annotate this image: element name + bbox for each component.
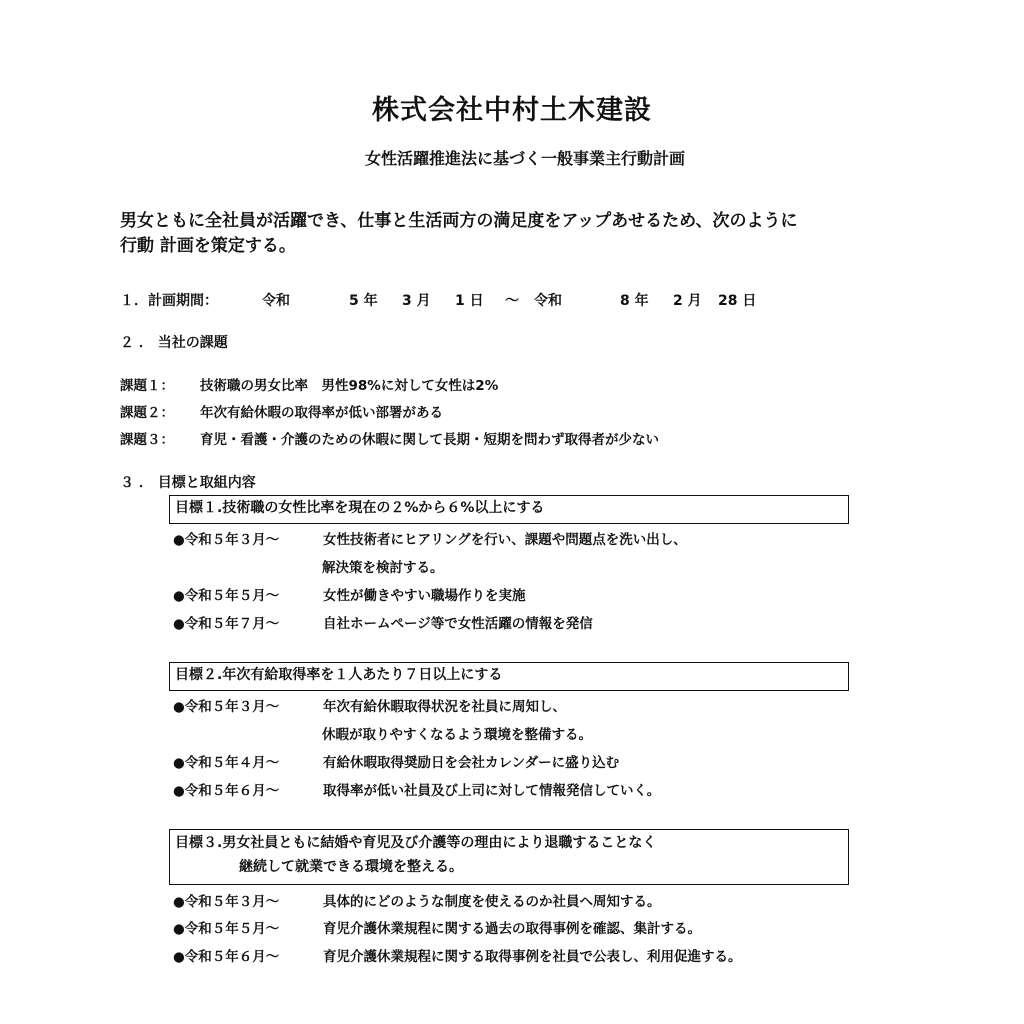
intro-line-2: 行動 計画を策定する。 [120, 236, 296, 256]
item-date: ●令和５年５月～ [173, 588, 280, 604]
goal-1-item-1-cont: 解決策を検討する。 [322, 560, 444, 576]
item-date: ●令和５年４月～ [173, 755, 280, 771]
issue-text: 技術職の男女比率 男性98%に対して女性は2% [200, 378, 499, 394]
plan-period [120, 290, 820, 310]
period-tilde: ～ [505, 293, 519, 309]
goal-3-item-3 [173, 945, 742, 965]
goal-2-item-1-cont: 休暇が取りやすくなるよう環境を整備する。 [322, 727, 592, 743]
item-date: ●令和５年６月～ [173, 783, 280, 799]
item-text: 女性が働きやすい職場作りを実施 [323, 588, 526, 604]
item-date: ●令和５年５月～ [173, 921, 280, 937]
goal-2-item-2 [173, 751, 619, 771]
issue-1 [120, 374, 498, 394]
goal-1-item-3 [173, 612, 593, 632]
start-era: 令和 [262, 293, 290, 309]
item-date: ●令和５年３月～ [173, 532, 280, 548]
start-day: 1 日 [455, 293, 484, 309]
item-text: 有給休暇取得奨励日を会社カレンダーに盛り込む [323, 755, 620, 771]
start-month: 3 月 [402, 293, 431, 309]
document-subtitle: 女性活躍推進法に基づく一般事業主行動計画 [364, 149, 685, 168]
item-text: 女性技術者にヒアリングを行い、課題や問題点を洗い出し、 [323, 532, 687, 548]
goal-2-item-3 [173, 779, 660, 799]
item-text: 自社ホームページ等で女性活躍の情報を発信 [323, 616, 593, 632]
end-era: 令和 [534, 293, 562, 309]
intro-line-1: 男女ともに全社員が活躍でき、仕事と生活両方の満足度をアップあせるため、次のように [120, 211, 798, 231]
goal-2-box [169, 662, 849, 691]
goal-1-box [169, 495, 849, 524]
issue-label: 課題１： [120, 378, 174, 394]
goal-3-item-2 [173, 917, 701, 937]
goal-1-title: 目標１.技術職の女性比率を現在の２%から６%以上にする [175, 500, 545, 516]
item-date: ●令和５年３月～ [173, 894, 280, 910]
issue-3 [120, 428, 659, 448]
item-text: 年次有給休暇取得状況を社員に周知し、 [323, 699, 566, 715]
issue-text: 年次有給休暇の取得率が低い部署がある [200, 405, 443, 421]
start-year: 5 年 [349, 293, 378, 309]
issue-label: 課題３： [120, 432, 174, 448]
goal-1-item-1 [173, 528, 687, 548]
item-date: ●令和５年６月～ [173, 949, 280, 965]
item-text: 取得率が低い社員及び上司に対して情報発信していく。 [323, 783, 661, 799]
item-text: 育児介護休業規程に関する過去の取得事例を確認、集計する。 [323, 921, 701, 937]
section-2-heading: ２ ． 当社の課題 [120, 335, 228, 351]
issue-2 [120, 401, 443, 421]
item-text: 具体的にどのような制度を使えるのか社員へ周知する。 [323, 894, 661, 910]
issue-label: 課題２： [120, 405, 174, 421]
item-date: ●令和５年３月～ [173, 699, 280, 715]
section-3-heading: ３ ． 目標と取組内容 [120, 475, 256, 491]
goal-2-item-1 [173, 695, 566, 715]
goal-3-box [169, 829, 849, 885]
goal-3-title: 目標３.男女社員ともに結婚や育児及び介護等の理由により退職することなく [175, 835, 657, 851]
goal-3-item-1 [173, 890, 661, 910]
issue-text: 育児・看護・介護のための休暇に関して長期・短期を問わず取得者が少ない [200, 432, 659, 448]
item-date: ●令和５年７月～ [173, 616, 280, 632]
end-year: 8 年 [620, 293, 649, 309]
goal-3-title-cont: 継続して就業できる環境を整える。 [239, 859, 463, 875]
end-month: 2 月 [673, 293, 702, 309]
goal-1-item-2 [173, 584, 526, 604]
end-day: 28 日 [718, 293, 757, 309]
plan-period-label: １．計画期間： [120, 293, 218, 309]
goal-2-title: 目標２.年次有給取得率を１人あたり７日以上にする [175, 667, 503, 683]
intro-paragraph [120, 209, 920, 259]
company-name: 株式会社中村土木建設 [372, 95, 652, 126]
item-text: 育児介護休業規程に関する取得事例を社員で公表し、利用促進する。 [323, 949, 742, 965]
